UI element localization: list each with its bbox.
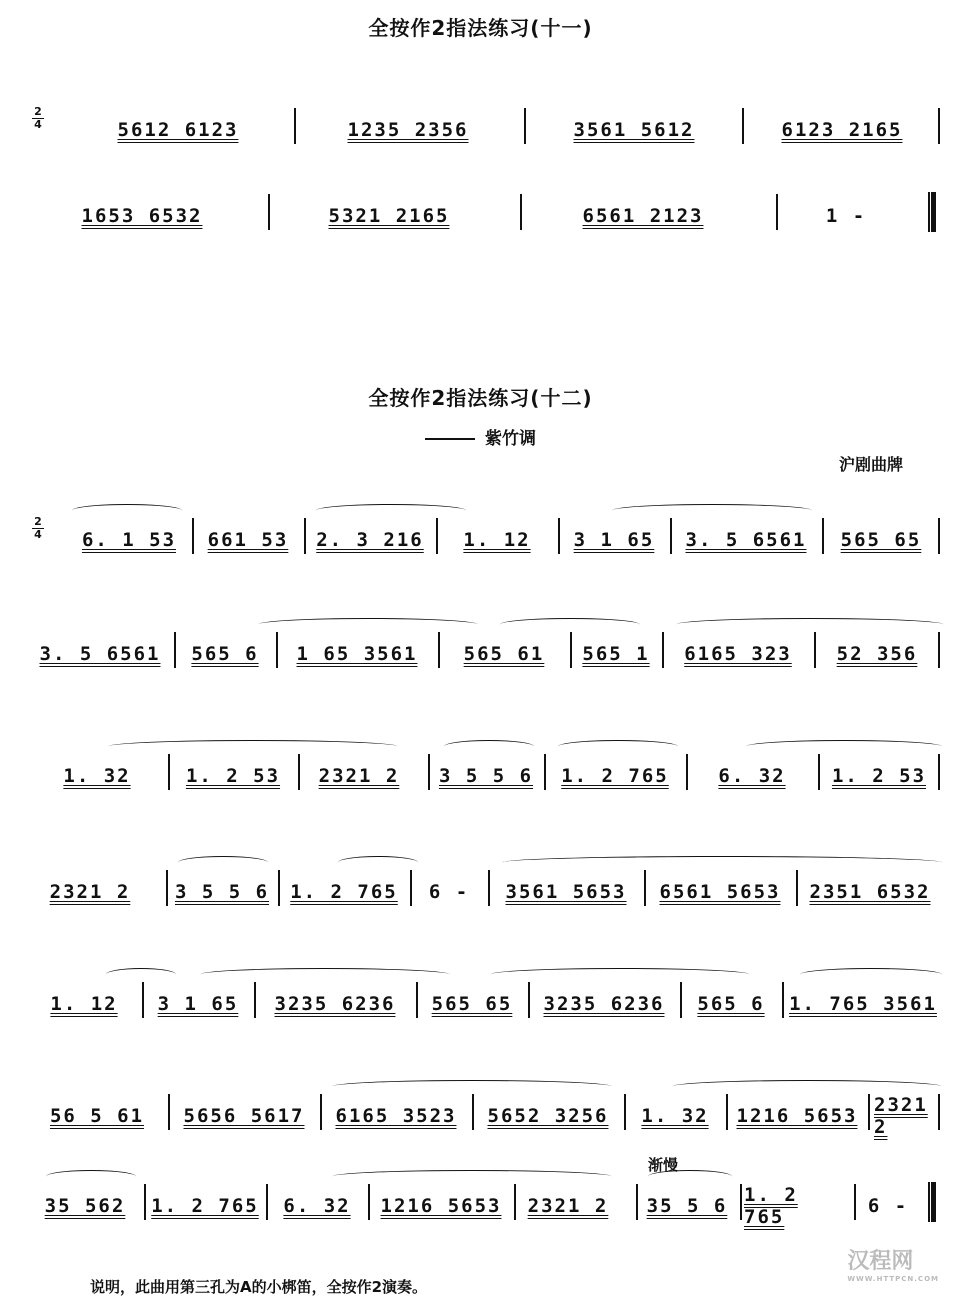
measure: 6123 2165 bbox=[781, 119, 903, 141]
measure: 565 6 bbox=[191, 643, 259, 665]
time-sig-bottom: 4 bbox=[32, 118, 44, 131]
measure: 2321 2 bbox=[527, 1195, 609, 1217]
time-signature: 2 4 bbox=[32, 516, 44, 541]
ex12-staff-row-2 bbox=[32, 634, 942, 674]
measure: 565 61 bbox=[463, 643, 545, 665]
measure: 1. 32 bbox=[63, 765, 131, 787]
measure: 6561 2123 bbox=[582, 205, 704, 227]
measure: 565 65 bbox=[840, 529, 922, 551]
measure: 2. 3 216 bbox=[316, 529, 424, 551]
measure: 6. 32 bbox=[718, 765, 786, 787]
measure: 1. 765 3561 bbox=[789, 993, 937, 1015]
measure: 3 5 5 6 bbox=[438, 765, 534, 787]
measure: 5656 5617 bbox=[183, 1105, 305, 1127]
ex12-staff-row-4 bbox=[32, 872, 942, 912]
piece-subtitle: 紫竹调 bbox=[0, 424, 961, 449]
measure: 1 - bbox=[825, 205, 867, 227]
measure: 1. 2 765 bbox=[744, 1184, 798, 1228]
final-barline bbox=[928, 192, 936, 232]
measure: 2321 2 bbox=[49, 881, 131, 903]
ex12-staff-row-7 bbox=[32, 1186, 942, 1226]
time-sig-top: 2 bbox=[34, 105, 42, 118]
measure: 2321 2 bbox=[874, 1094, 928, 1138]
measure: 56 5 61 bbox=[49, 1105, 145, 1127]
time-signature bbox=[32, 106, 44, 131]
measure: 3. 5 6561 bbox=[685, 529, 807, 551]
measure: 6. 32 bbox=[283, 1195, 351, 1217]
ex12-staff-row-5 bbox=[32, 984, 942, 1024]
measure: 1. 32 bbox=[641, 1105, 709, 1127]
piece-source: 沪剧曲牌 bbox=[838, 455, 903, 474]
measure: 6165 323 bbox=[684, 643, 792, 665]
measure: 3. 5 6561 bbox=[39, 643, 161, 665]
measure: 2351 6532 bbox=[809, 881, 931, 903]
measure: 6 - bbox=[428, 881, 470, 903]
measure: 1. 2 765 bbox=[290, 881, 398, 903]
measure: 1. 2 53 bbox=[831, 765, 927, 787]
measure: 565 6 bbox=[697, 993, 765, 1015]
performance-note: 说明，此曲用第三孔为A的小梆笛，全按作2演奏。 bbox=[90, 1278, 428, 1296]
measure: 52 356 bbox=[836, 643, 918, 665]
measure: 1. 12 bbox=[50, 993, 118, 1015]
measure: 1. 2 765 bbox=[561, 765, 669, 787]
measure: 5321 2165 bbox=[328, 205, 450, 227]
measure: 3561 5612 bbox=[573, 119, 695, 141]
measure: 1216 5653 bbox=[380, 1195, 502, 1217]
measure: 1. 2 765 bbox=[151, 1195, 259, 1217]
measure: 35 5 6 bbox=[646, 1195, 728, 1217]
ex12-staff-row-1 bbox=[32, 515, 942, 560]
ex12-staff-row-3 bbox=[32, 756, 942, 796]
measure: 3 1 65 bbox=[157, 993, 239, 1015]
site-watermark-logo: 汉程网 WWW.HTTPCN.COM bbox=[847, 1249, 939, 1283]
measure: 1235 2356 bbox=[347, 119, 469, 141]
measure: 3235 6236 bbox=[543, 993, 665, 1015]
ex12-staff-row-6 bbox=[32, 1096, 942, 1136]
measure: 3561 5653 bbox=[505, 881, 627, 903]
exercise-11-title: 全按作2指法练习(十一) bbox=[368, 16, 593, 40]
measure: 1 65 3561 bbox=[296, 643, 418, 665]
measure: 3 5 5 6 bbox=[174, 881, 270, 903]
tempo-marking: 渐慢 bbox=[648, 1156, 679, 1174]
measure: 1. 2 53 bbox=[185, 765, 281, 787]
measure: 6. 1 53 bbox=[81, 529, 177, 551]
measure: 3 1 65 bbox=[573, 529, 655, 551]
measure: 565 1 bbox=[582, 643, 650, 665]
measure: 35 562 bbox=[44, 1195, 126, 1217]
measure: 6 - bbox=[867, 1195, 909, 1217]
ex11-staff-row-2 bbox=[32, 196, 942, 236]
final-barline bbox=[928, 1182, 936, 1222]
measure: 6165 3523 bbox=[335, 1105, 457, 1127]
measure: 6561 5653 bbox=[659, 881, 781, 903]
measure: 5652 3256 bbox=[487, 1105, 609, 1127]
measure: 3235 6236 bbox=[274, 993, 396, 1015]
measure: 661 53 bbox=[207, 529, 289, 551]
measure: 1216 5653 bbox=[736, 1105, 858, 1127]
measure: 1. 12 bbox=[463, 529, 531, 551]
exercise-12-title: 全按作2指法练习(十二) bbox=[368, 386, 593, 410]
measure: 5612 6123 bbox=[117, 119, 239, 141]
measure: 1653 6532 bbox=[81, 205, 203, 227]
ex11-staff-row-1 bbox=[32, 105, 942, 150]
measure: 2321 2 bbox=[318, 765, 400, 787]
measure: 565 65 bbox=[431, 993, 513, 1015]
